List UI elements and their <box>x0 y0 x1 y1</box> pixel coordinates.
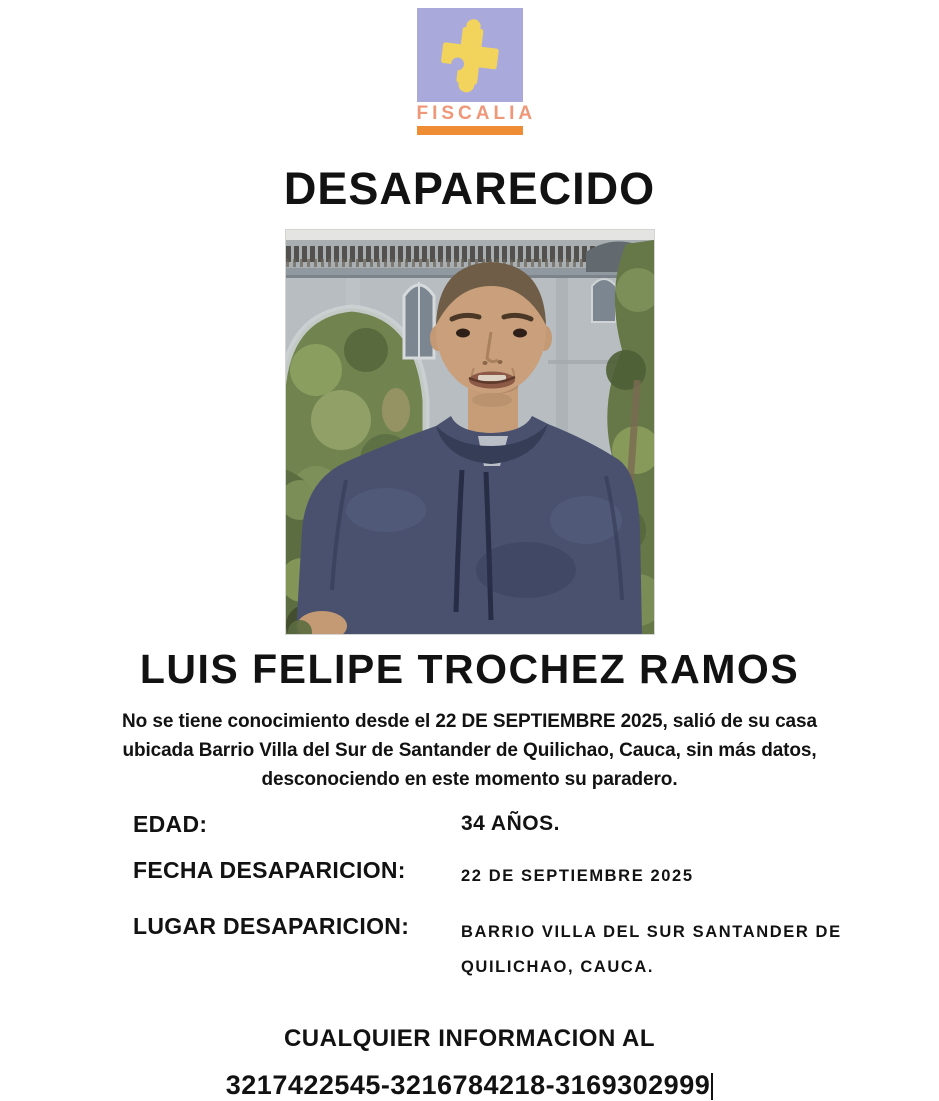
phone-numbers <box>0 1069 939 1101</box>
fiscalia-logo-square <box>417 8 523 102</box>
edad-label: EDAD: <box>133 811 208 837</box>
puzzle-piece-icon <box>430 15 510 95</box>
fiscalia-wordmark: FISCALIA <box>416 103 537 124</box>
fiscalia-tagline-bar <box>417 126 523 135</box>
text-cursor <box>711 1073 713 1100</box>
phone-numbers-text: 3217422545-3216784218-3169302999 <box>225 1070 711 1100</box>
lugar-value: BARRIO VILLA DEL SUR SANTANDER DE QUILICHAO, CAUCA. <box>461 923 842 976</box>
field-row-edad <box>133 810 939 838</box>
fiscalia-logo <box>416 8 537 135</box>
description-text: No se tiene conocimiento desde el 22 DE SEPTIEMBRE 2025, salió de su casa ubicada Barrio Villa del Sur de Santander de Quilichao, Cauca, sin más datos, desconociendo en este momento su paradero. <box>122 711 817 790</box>
field-row-lugar <box>133 912 939 985</box>
poster-title: DESAPARECIDO <box>283 163 656 214</box>
missing-person-photo <box>285 229 655 635</box>
missing-person-poster <box>0 8 939 1099</box>
person-name: LUIS FELIPE TROCHEZ RAMOS <box>139 646 800 692</box>
lugar-label: LUGAR DESAPARICION: <box>133 913 410 939</box>
contact-section <box>0 1025 939 1101</box>
contact-heading: CUALQUIER INFORMACION AL <box>283 1025 656 1052</box>
fecha-label: FECHA DESAPARICION: <box>133 857 406 883</box>
fecha-value: 22 DE SEPTIEMBRE 2025 <box>461 867 694 885</box>
edad-value: 34 AÑOS. <box>461 812 560 835</box>
field-row-fecha <box>133 856 939 894</box>
details-section <box>133 810 939 985</box>
photo-illustration <box>286 230 654 634</box>
